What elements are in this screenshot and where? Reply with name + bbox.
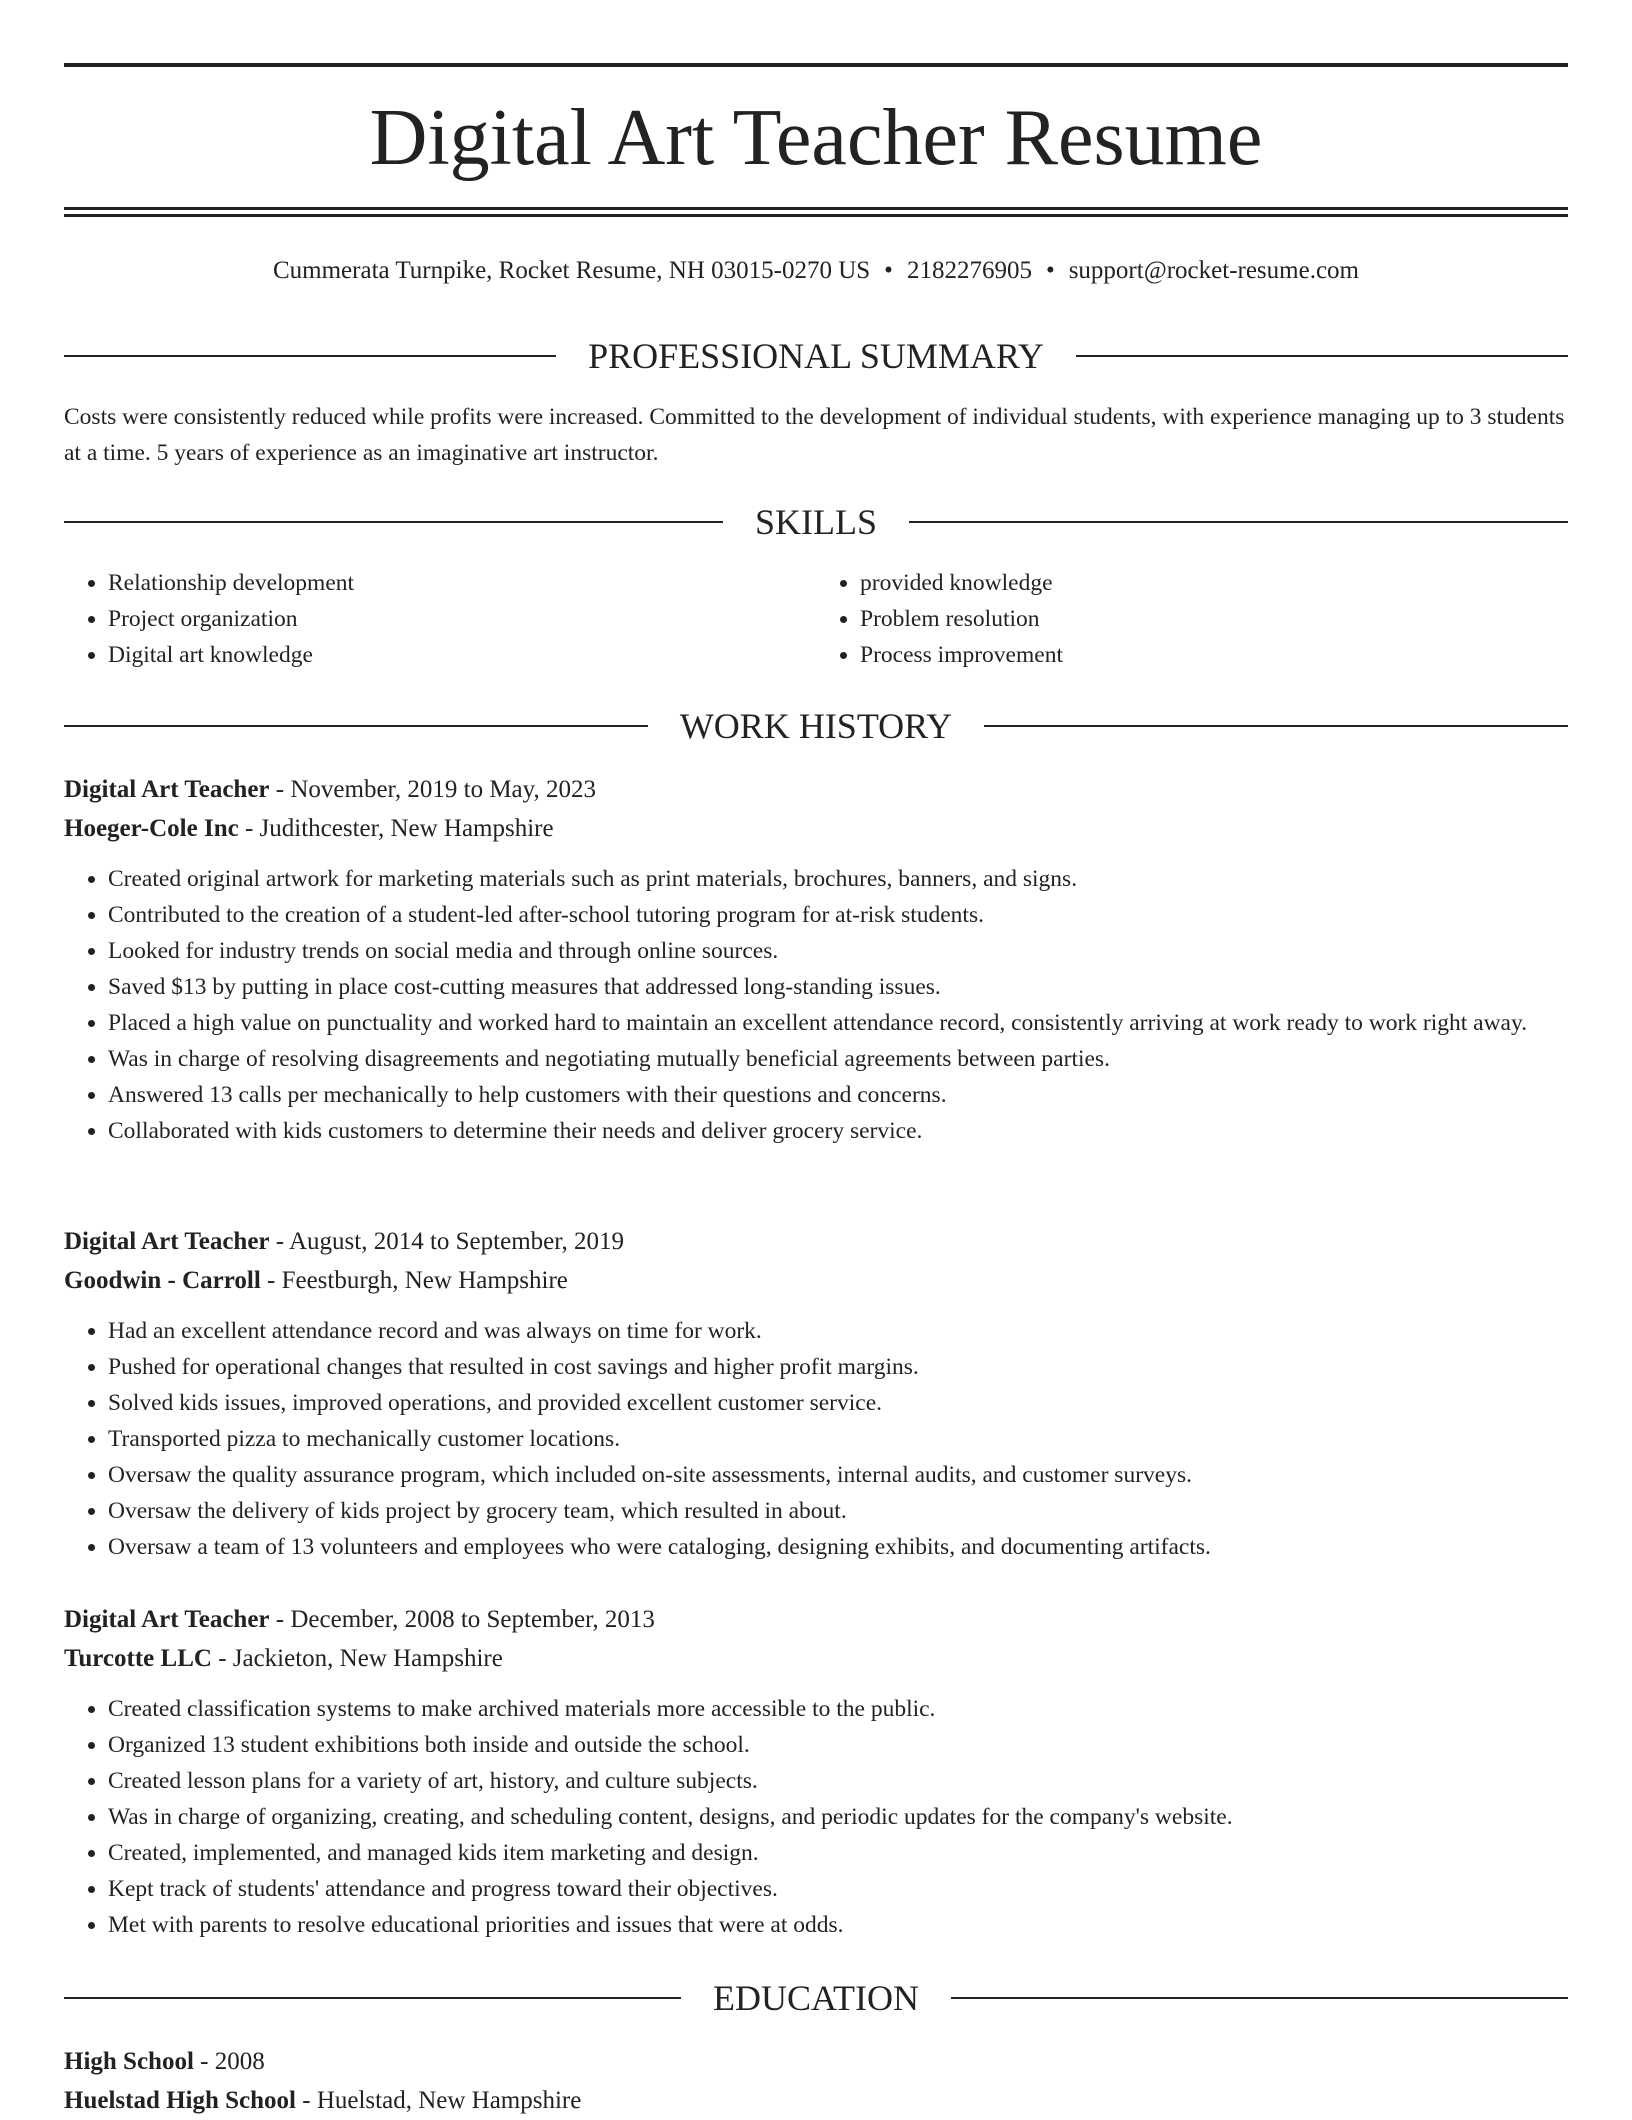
job-entry (64, 1222, 1568, 1565)
job-location: - Feestburgh, New Hampshire (260, 1267, 568, 1294)
job-company: Goodwin - Carroll (64, 1267, 261, 1294)
job-company-line (64, 1639, 1568, 1678)
job-bullet: • Transported pizza to mechanically customer locations. (108, 1421, 1568, 1457)
job-company-line (64, 809, 1568, 848)
education-year: - 2008 (193, 2048, 265, 2075)
top-rule (64, 63, 1568, 67)
job-bullet: • Oversaw the quality assurance program, which included on-site assessments, internal audits, and customer surveys. (108, 1457, 1568, 1493)
section-title: EDUCATION (713, 1978, 919, 2018)
job-bullet: • Placed a high value on punctuality and worked hard to maintain an excellent attendance record, consistently arriving at work ready to work right away. (108, 1005, 1568, 1041)
double-rule (64, 207, 1568, 217)
skills-list (64, 565, 1568, 673)
job-bullet: • Contributed to the creation of a student-led after-school tutoring program for at-risk students. (108, 897, 1568, 933)
education-heading (64, 1976, 1568, 2020)
contact-separator: • (884, 257, 893, 284)
job-title: Digital Art Teacher (64, 776, 270, 803)
skill-item: • Relationship development (108, 565, 816, 601)
job-bullet: • Created classification systems to make archived materials more accessible to the public. (108, 1691, 1568, 1727)
section-title: PROFESSIONAL SUMMARY (588, 336, 1044, 376)
job-bullet: • Collaborated with kids customers to determine their needs and deliver grocery service. (108, 1113, 1568, 1149)
job-title: Digital Art Teacher (64, 1228, 270, 1255)
skill-item: • Problem resolution (860, 601, 1568, 637)
divider (64, 521, 723, 523)
job-bullet: • Kept track of students' attendance and progress toward their objectives. (108, 1871, 1568, 1907)
job-dates: - December, 2008 to September, 2013 (269, 1606, 655, 1633)
job-location: - Judithcester, New Hampshire (238, 815, 554, 842)
job-location: - Jackieton, New Hampshire (211, 1645, 503, 1672)
education-degree-line (64, 2042, 1568, 2081)
job-title: Digital Art Teacher (64, 1606, 270, 1633)
job-title-line (64, 1600, 1568, 1639)
job-company-line (64, 1261, 1568, 1300)
job-bullet: • Saved $13 by putting in place cost-cutting measures that addressed long-standing issues. (108, 969, 1568, 1005)
job-entry (64, 770, 1568, 1149)
contact-phone: 2182276905 (906, 257, 1032, 284)
job-bullet: • Solved kids issues, improved operations, and provided excellent customer service. (108, 1385, 1568, 1421)
skill-item: • Digital art knowledge (108, 637, 816, 673)
job-bullet: • Oversaw a team of 13 volunteers and employees who were cataloging, designing exhibits, and documenting artifacts. (108, 1529, 1568, 1565)
job-bullet: • Had an excellent attendance record and was always on time for work. (108, 1313, 1568, 1349)
job-bullets (64, 861, 1568, 1149)
contact-line (64, 254, 1568, 288)
job-company: Hoeger-Cole Inc (64, 815, 239, 842)
contact-email: support@rocket-resume.com (1068, 257, 1359, 284)
job-bullet: • Created, implemented, and managed kids item marketing and design. (108, 1835, 1568, 1871)
job-entry (64, 1600, 1568, 1943)
divider (64, 355, 556, 357)
job-bullet: • Looked for industry trends on social media and through online sources. (108, 933, 1568, 969)
section-title: WORK HISTORY (679, 706, 953, 746)
job-bullet: • Was in charge of organizing, creating, and scheduling content, designs, and periodic updates for the company's website. (108, 1799, 1568, 1835)
contact-separator: • (1045, 257, 1055, 284)
divider (64, 725, 648, 727)
education-school: Huelstad High School (64, 2087, 296, 2114)
job-bullet: • Met with parents to resolve educational priorities and issues that were at odds. (108, 1907, 1568, 1943)
skill-item: • Project organization (108, 601, 816, 637)
job-bullets (64, 1691, 1568, 1943)
job-bullet: • Created lesson plans for a variety of art, history, and culture subjects. (108, 1763, 1568, 1799)
divider (909, 521, 1568, 523)
job-bullet: • Organized 13 student exhibitions both inside and outside the school. (108, 1727, 1568, 1763)
divider (64, 1997, 681, 1999)
work-heading (64, 704, 1568, 748)
job-company: Turcotte LLC (64, 1645, 212, 1672)
job-bullet: • Pushed for operational changes that resulted in cost savings and higher profit margins. (108, 1349, 1568, 1385)
job-dates: - August, 2014 to September, 2019 (269, 1228, 625, 1255)
skills-heading (64, 500, 1568, 544)
summary-heading (64, 334, 1568, 378)
job-title-line (64, 770, 1568, 809)
section-title: SKILLS (755, 502, 878, 542)
divider (1076, 355, 1568, 357)
skills-column-right (816, 565, 1568, 673)
contact-address: Cummerata Turnpike, Rocket Resume, NH 03015-0270 US (272, 257, 871, 284)
job-bullets (64, 1313, 1568, 1565)
skills-column-left (64, 565, 816, 673)
job-bullet: • Created original artwork for marketing materials such as print materials, brochures, banners, and signs. (108, 861, 1568, 897)
job-bullet: • Answered 13 calls per mechanically to help customers with their questions and concerns. (108, 1077, 1568, 1113)
job-dates: - November, 2019 to May, 2023 (269, 776, 597, 803)
divider (951, 1997, 1568, 1999)
job-bullet: • Oversaw the delivery of kids project by grocery team, which resulted in about. (108, 1493, 1568, 1529)
job-title-line (64, 1222, 1568, 1261)
education-entry (64, 2042, 1568, 2120)
education-degree: High School (64, 2048, 194, 2075)
job-bullet: • Was in charge of resolving disagreements and negotiating mutually beneficial agreements between parties. (108, 1041, 1568, 1077)
education-location: - Huelstad, New Hampshire (296, 2087, 582, 2114)
skill-item: • Process improvement (860, 637, 1568, 673)
education-school-line (64, 2081, 1568, 2120)
resume-title: Digital Art Teacher Resume (369, 94, 1263, 182)
divider (984, 725, 1568, 727)
summary-text: Costs were consistently reduced while profits were increased. Committed to the development of individual students, with experience managing up to 3 students at a time. 5 years of experience as an imaginative art instructor. (64, 404, 1565, 466)
skill-item: • provided knowledge (860, 565, 1568, 601)
